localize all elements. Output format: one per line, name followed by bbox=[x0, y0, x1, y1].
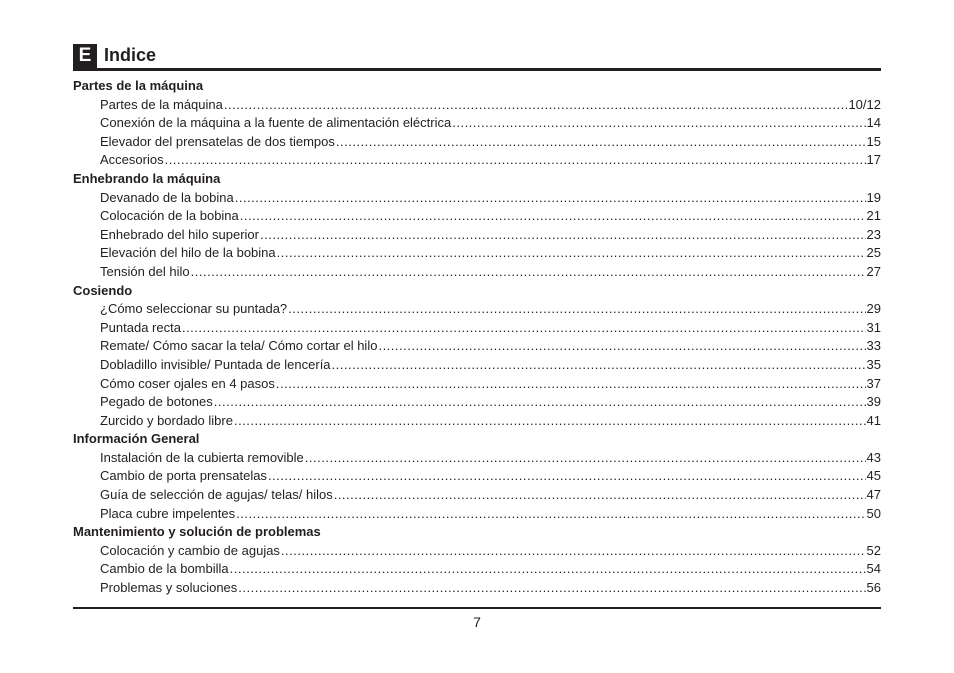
toc-entry-page: 21 bbox=[866, 208, 881, 224]
dot-leader bbox=[224, 96, 848, 115]
dot-leader bbox=[235, 189, 866, 208]
toc-entry[interactable] bbox=[73, 300, 881, 319]
dot-leader bbox=[234, 412, 866, 431]
page-header bbox=[73, 44, 881, 68]
toc-entry-page: 23 bbox=[866, 226, 881, 242]
toc-entry[interactable] bbox=[73, 505, 881, 524]
toc-entry-page: 35 bbox=[866, 356, 881, 372]
toc-entry-label: Puntada recta bbox=[100, 319, 181, 335]
toc-entry-page: 52 bbox=[866, 542, 881, 558]
toc-entry-page: 31 bbox=[866, 319, 881, 335]
toc-entry[interactable] bbox=[73, 189, 881, 208]
toc-entry[interactable] bbox=[73, 244, 881, 263]
section-title-enhebrando: Enhebrando la máquina bbox=[73, 170, 221, 186]
dot-leader bbox=[332, 356, 866, 375]
dot-leader bbox=[276, 375, 866, 394]
toc-entry-page: 15 bbox=[866, 133, 881, 149]
toc-entry-label: Elevación del hilo de la bobina bbox=[100, 245, 276, 261]
toc-entry-page: 14 bbox=[866, 115, 881, 131]
toc-entry[interactable] bbox=[73, 393, 881, 412]
toc-entry-label: Enhebrado del hilo superior bbox=[100, 226, 259, 242]
dot-leader bbox=[236, 505, 865, 524]
dot-leader bbox=[281, 542, 866, 561]
toc-entry-label: Zurcido y bordado libre bbox=[100, 412, 233, 428]
dot-leader bbox=[230, 560, 866, 579]
toc-entry-page: 41 bbox=[866, 412, 881, 428]
toc-entry-page: 37 bbox=[866, 375, 881, 391]
header-divider bbox=[73, 68, 881, 71]
dot-leader bbox=[378, 337, 865, 356]
toc-entry[interactable] bbox=[73, 486, 881, 505]
toc-entry[interactable] bbox=[73, 579, 881, 598]
toc-entry-label: Accesorios bbox=[100, 152, 164, 168]
toc-entry-page: 43 bbox=[866, 449, 881, 465]
toc-entry-page: 50 bbox=[866, 505, 881, 521]
toc-entry[interactable] bbox=[73, 337, 881, 356]
toc-entry-page: 19 bbox=[866, 189, 881, 205]
toc-entry-label: Conexión de la máquina a la fuente de alimentación eléctrica bbox=[100, 115, 452, 131]
dot-leader bbox=[214, 393, 866, 412]
toc-entry[interactable] bbox=[73, 356, 881, 375]
page-title: Indice bbox=[104, 45, 157, 65]
dot-leader bbox=[288, 300, 865, 319]
toc-entry[interactable] bbox=[73, 96, 881, 115]
toc-entry-page: 27 bbox=[866, 263, 881, 279]
language-badge: E bbox=[73, 44, 97, 68]
toc-entry[interactable] bbox=[73, 133, 881, 152]
dot-leader bbox=[240, 207, 866, 226]
toc-entry-page: 39 bbox=[866, 394, 881, 410]
toc-entry-label: Cómo coser ojales en 4 pasos bbox=[100, 375, 275, 391]
toc-entry-label: Cambio de la bombilla bbox=[100, 561, 229, 577]
toc-entry[interactable] bbox=[73, 467, 881, 486]
toc-entry-label: Pegado de botones bbox=[100, 394, 213, 410]
toc-entry-page: 17 bbox=[866, 152, 881, 168]
toc-entry[interactable] bbox=[73, 542, 881, 561]
toc-entry-page: 47 bbox=[866, 487, 881, 503]
dot-leader bbox=[277, 244, 866, 263]
toc-entry[interactable] bbox=[73, 412, 881, 431]
dot-leader bbox=[336, 133, 866, 152]
toc-entry-page: 10/12 bbox=[848, 96, 881, 112]
dot-leader bbox=[268, 467, 866, 486]
toc-entry-page: 54 bbox=[866, 561, 881, 577]
section-title-cosiendo: Cosiendo bbox=[73, 282, 133, 298]
table-of-contents bbox=[73, 77, 881, 598]
dot-leader bbox=[238, 579, 865, 598]
dot-leader bbox=[165, 151, 866, 170]
toc-entry[interactable] bbox=[73, 319, 881, 338]
dot-leader bbox=[260, 226, 866, 245]
toc-entry-label: Guía de selección de agujas/ telas/ hilos bbox=[100, 487, 333, 503]
toc-entry-page: 56 bbox=[866, 580, 881, 596]
toc-entry-label: Colocación y cambio de agujas bbox=[100, 542, 280, 558]
section-title-partes: Partes de la máquina bbox=[73, 78, 204, 93]
footer-divider bbox=[73, 607, 881, 609]
toc-entry-label: Placa cubre impelentes bbox=[100, 505, 236, 521]
toc-entry[interactable] bbox=[73, 560, 881, 579]
toc-entry-label: Colocación de la bobina bbox=[100, 208, 239, 224]
toc-entry[interactable] bbox=[73, 114, 881, 133]
section-title-mantenimiento: Mantenimiento y solución de problemas bbox=[73, 524, 321, 540]
toc-entry-page: 33 bbox=[866, 338, 881, 354]
toc-entry[interactable] bbox=[73, 226, 881, 245]
toc-entry-label: Cambio de porta prensatelas bbox=[100, 468, 267, 484]
toc-entry-label: Partes de la máquina bbox=[100, 96, 223, 112]
dot-leader bbox=[334, 486, 866, 505]
toc-entry-page: 45 bbox=[866, 468, 881, 484]
toc-entry-page: 29 bbox=[866, 301, 881, 317]
toc-entry-label: Tensión del hilo bbox=[100, 263, 190, 279]
toc-entry[interactable] bbox=[73, 375, 881, 394]
toc-entry[interactable] bbox=[73, 207, 881, 226]
toc-entry-page: 25 bbox=[866, 245, 881, 261]
dot-leader bbox=[452, 114, 865, 133]
toc-entry-label: Devanado de la bobina bbox=[100, 189, 234, 205]
dot-leader bbox=[305, 449, 866, 468]
dot-leader bbox=[191, 263, 866, 282]
toc-entry-label: Dobladillo invisible/ Puntada de lencería bbox=[100, 356, 331, 372]
toc-entry[interactable] bbox=[73, 263, 881, 282]
page-number: 7 bbox=[473, 614, 481, 630]
toc-entry-label: Instalación de la cubierta removible bbox=[100, 449, 304, 465]
toc-entry-label: Elevador del prensatelas de dos tiempos bbox=[100, 133, 335, 149]
toc-entry[interactable] bbox=[73, 151, 881, 170]
toc-entry-label: Problemas y soluciones bbox=[100, 580, 238, 596]
dot-leader bbox=[182, 319, 866, 338]
toc-entry[interactable] bbox=[73, 449, 881, 468]
toc-entry-label: ¿Cómo seleccionar su puntada? bbox=[100, 301, 288, 317]
section-title-informacion: Información General bbox=[73, 431, 200, 447]
toc-entry-label: Remate/ Cómo sacar la tela/ Cómo cortar el hilo bbox=[100, 338, 378, 354]
